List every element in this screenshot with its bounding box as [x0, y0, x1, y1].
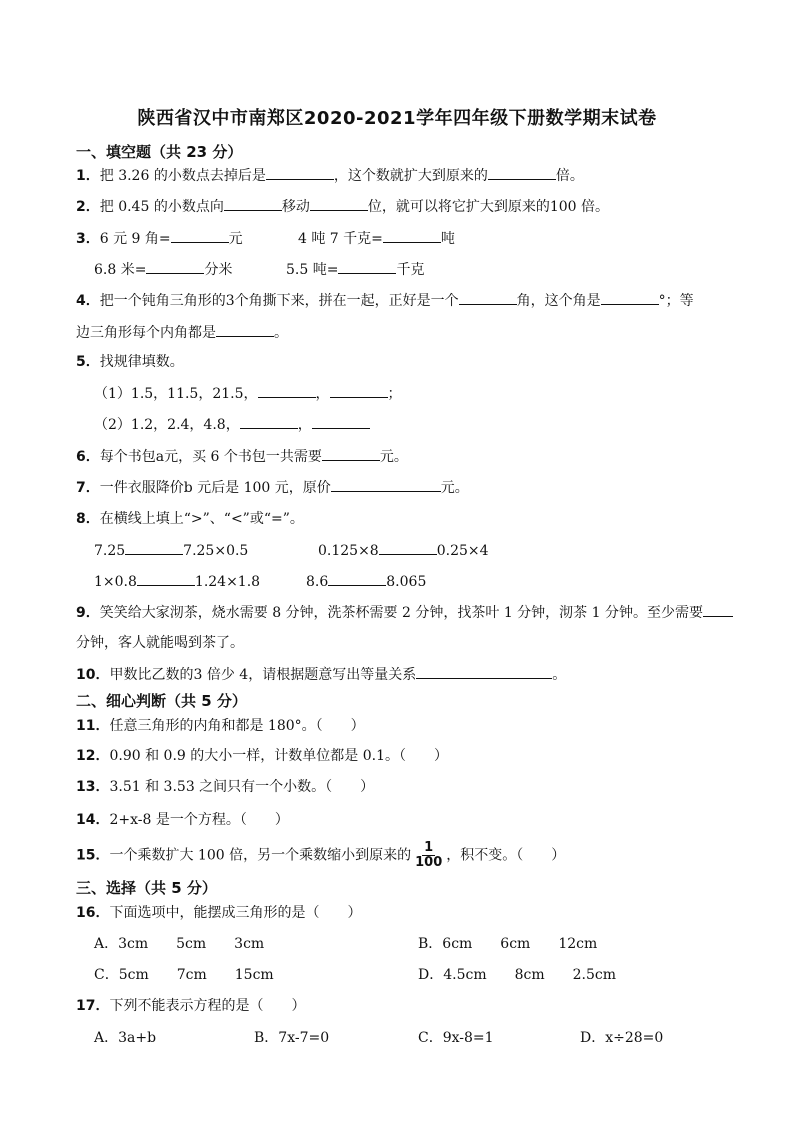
- answer-blank[interactable]: [379, 540, 437, 555]
- question-3-row-2: [94, 259, 232, 280]
- question-number: 3．: [76, 231, 100, 247]
- question-text: 倍。: [555, 168, 584, 184]
- answer-blank[interactable]: [322, 446, 380, 461]
- question-8-row-1b: [318, 540, 489, 561]
- question-text: ，: [297, 417, 312, 433]
- question-text: 。: [552, 667, 567, 683]
- answer-blank[interactable]: [224, 196, 282, 211]
- option-c[interactable]: C．9x-8=1: [418, 1030, 494, 1046]
- question-number: 2．: [76, 199, 100, 215]
- question-12: [76, 746, 448, 766]
- question-2: [76, 196, 609, 217]
- answer-blank[interactable]: [416, 664, 552, 679]
- question-number: 9．: [76, 605, 100, 621]
- page-title: 陕西省汉中市南郑区2020-2021学年四年级下册数学期末试卷: [137, 108, 657, 129]
- option-b[interactable]: B．6cm 6cm 12cm: [418, 936, 598, 952]
- question-4: [76, 290, 694, 311]
- question-text: 3.51 和 3.53 之间只有一个小数。（ ）: [109, 779, 375, 795]
- question-number: 8．: [76, 511, 100, 527]
- question-17: [76, 996, 305, 1016]
- question-4-continued: [76, 322, 288, 343]
- question-text: 找规律填数。: [99, 354, 184, 370]
- option-b[interactable]: B．7x-7=0: [254, 1030, 330, 1046]
- question-text: 把 3.26 的小数点去掉后是: [99, 168, 266, 184]
- question-11: [76, 716, 365, 736]
- answer-blank[interactable]: [146, 259, 204, 274]
- question-9-continued: [76, 633, 244, 653]
- answer-blank[interactable]: [703, 602, 733, 617]
- question-number: 15．: [76, 847, 110, 864]
- section-heading-fill: 一、填空题（共 23 分）: [76, 143, 243, 161]
- question-text: ；: [387, 386, 402, 402]
- question-14: [76, 810, 289, 830]
- question-text: 8.6: [306, 574, 329, 590]
- question-text: 甲数比乙数的3 倍少 4，请根据题意写出等量关系: [109, 667, 417, 683]
- question-text: 6.8 米=: [94, 262, 147, 278]
- question-text: 一件衣服降价b 元后是 100 元，原价: [99, 480, 331, 496]
- question-number: 16．: [76, 905, 110, 921]
- question-text: 4 吨 7 千克=: [298, 231, 383, 247]
- question-number: 14．: [76, 812, 110, 828]
- question-text: 8.065: [386, 574, 427, 590]
- section-heading-judge: 二、细心判断（共 5 分）: [76, 692, 247, 710]
- question-number: 10．: [76, 667, 110, 683]
- answer-blank[interactable]: [338, 259, 396, 274]
- question-text: 1.24×1.8: [194, 574, 261, 590]
- question-text: ，积不变。（ ）: [446, 847, 566, 864]
- question-text: 0.25×4: [436, 543, 489, 559]
- fraction-numerator: 1: [424, 840, 434, 855]
- question-15: [76, 841, 565, 870]
- question-text: （1）1.5，11.5，21.5，: [94, 386, 258, 402]
- question-text: 元: [228, 231, 243, 247]
- question-text: 笑笑给大家沏茶，烧水需要 8 分钟，洗茶杯需要 2 分钟，找茶叶 1 分钟，沏茶 1 分钟。至少需要: [99, 605, 703, 621]
- question-8-row-2b: [306, 571, 426, 592]
- answer-blank[interactable]: [310, 196, 368, 211]
- question-13: [76, 777, 374, 797]
- question-8-row-2: [94, 571, 260, 592]
- answer-blank[interactable]: [383, 228, 441, 243]
- question-1: [76, 165, 584, 186]
- question-3-row-1b: [298, 228, 455, 249]
- answer-blank[interactable]: [331, 477, 441, 492]
- question-text: 每个书包a元，买 6 个书包一共需要: [99, 449, 322, 465]
- section-heading-choice: 三、选择（共 5 分）: [76, 879, 217, 897]
- question-text: 1×0.8: [94, 574, 137, 590]
- question-text: 元。: [379, 449, 408, 465]
- option-d[interactable]: D．4.5cm 8cm 2.5cm: [418, 967, 617, 983]
- question-number: 1．: [76, 168, 100, 184]
- answer-blank[interactable]: [488, 165, 556, 180]
- question-text: 角，这个角是: [516, 293, 601, 309]
- question-5-part-1: [94, 383, 402, 404]
- question-text: 边三角形每个内角都是: [76, 325, 216, 341]
- answer-blank[interactable]: [459, 290, 517, 305]
- question-text: 7.25: [94, 543, 126, 559]
- answer-blank[interactable]: [137, 571, 195, 586]
- question-9: [76, 602, 733, 623]
- question-number: 13．: [76, 779, 110, 795]
- question-text: 分钟，客人就能喝到茶了。: [76, 635, 244, 651]
- answer-blank[interactable]: [312, 414, 370, 429]
- question-text: 下列不能表示方程的是（ ）: [109, 998, 306, 1014]
- answer-blank[interactable]: [266, 165, 334, 180]
- question-number: 17．: [76, 998, 110, 1014]
- question-number: 4．: [76, 293, 100, 309]
- option-a[interactable]: A．3cm 5cm 3cm: [94, 936, 265, 952]
- question-text: 把 0.45 的小数点向: [99, 199, 224, 215]
- question-number: 11．: [76, 718, 110, 734]
- answer-blank[interactable]: [171, 228, 229, 243]
- option-c[interactable]: C．5cm 7cm 15cm: [94, 967, 274, 983]
- fraction: [415, 841, 442, 870]
- question-text: 一个乘数扩大 100 倍，另一个乘数缩小到原来的: [109, 847, 412, 864]
- question-text: 任意三角形的内角和都是 180°。（ ）: [109, 718, 365, 734]
- question-number: 5．: [76, 354, 100, 370]
- question-16: [76, 903, 361, 923]
- question-text: 分米: [204, 262, 233, 278]
- question-text: 7.25×0.5: [183, 543, 249, 559]
- answer-blank[interactable]: [330, 383, 388, 398]
- question-text: 吨: [440, 231, 455, 247]
- question-6: [76, 446, 408, 467]
- answer-blank[interactable]: [328, 571, 386, 586]
- question-text: 。: [274, 325, 288, 341]
- question-text: 千克: [396, 262, 425, 278]
- answer-blank[interactable]: [240, 414, 298, 429]
- question-number: 12．: [76, 748, 110, 764]
- question-text: 5.5 吨=: [286, 262, 339, 278]
- question-text: （2）1.2，2.4，4.8，: [94, 417, 240, 433]
- answer-blank[interactable]: [216, 322, 274, 337]
- question-text: 在横线上填上“>”、“<”或“=”。: [99, 511, 304, 527]
- question-8: [76, 509, 304, 529]
- question-number: 7．: [76, 480, 100, 496]
- question-5-part-2: [94, 414, 370, 435]
- answer-blank[interactable]: [125, 540, 183, 555]
- question-5: [76, 352, 184, 372]
- question-8-row-1: [94, 540, 248, 561]
- question-text: 6 元 9 角=: [99, 231, 171, 247]
- option-d[interactable]: D．x÷28=0: [580, 1030, 664, 1046]
- answer-blank[interactable]: [601, 290, 659, 305]
- question-3-row-2b: [286, 259, 424, 280]
- option-a[interactable]: A．3a+b: [94, 1030, 157, 1046]
- question-text: 0.125×8: [318, 543, 379, 559]
- question-text: 下面选项中，能摆成三角形的是（ ）: [109, 905, 362, 921]
- question-3-row-1: [76, 228, 243, 249]
- question-number: 6．: [76, 449, 100, 465]
- answer-blank[interactable]: [258, 383, 316, 398]
- question-text: 2+x-8 是一个方程。（ ）: [109, 812, 289, 828]
- question-text: 位，就可以将它扩大到原来的100 倍。: [367, 199, 609, 215]
- question-text: 元。: [440, 480, 469, 496]
- question-text: 把一个钝角三角形的3个角撕下来，拼在一起，正好是一个: [99, 293, 459, 309]
- question-10: [76, 664, 566, 685]
- question-text: ，: [315, 386, 330, 402]
- question-text: 0.90 和 0.9 的大小一样，计数单位都是 0.1。（ ）: [109, 748, 448, 764]
- fraction-denominator: 100: [415, 855, 443, 870]
- question-text: 移动: [281, 199, 310, 215]
- question-text: ，这个数就扩大到原来的: [333, 168, 488, 184]
- question-text: °；等: [658, 293, 694, 309]
- question-7: [76, 477, 469, 498]
